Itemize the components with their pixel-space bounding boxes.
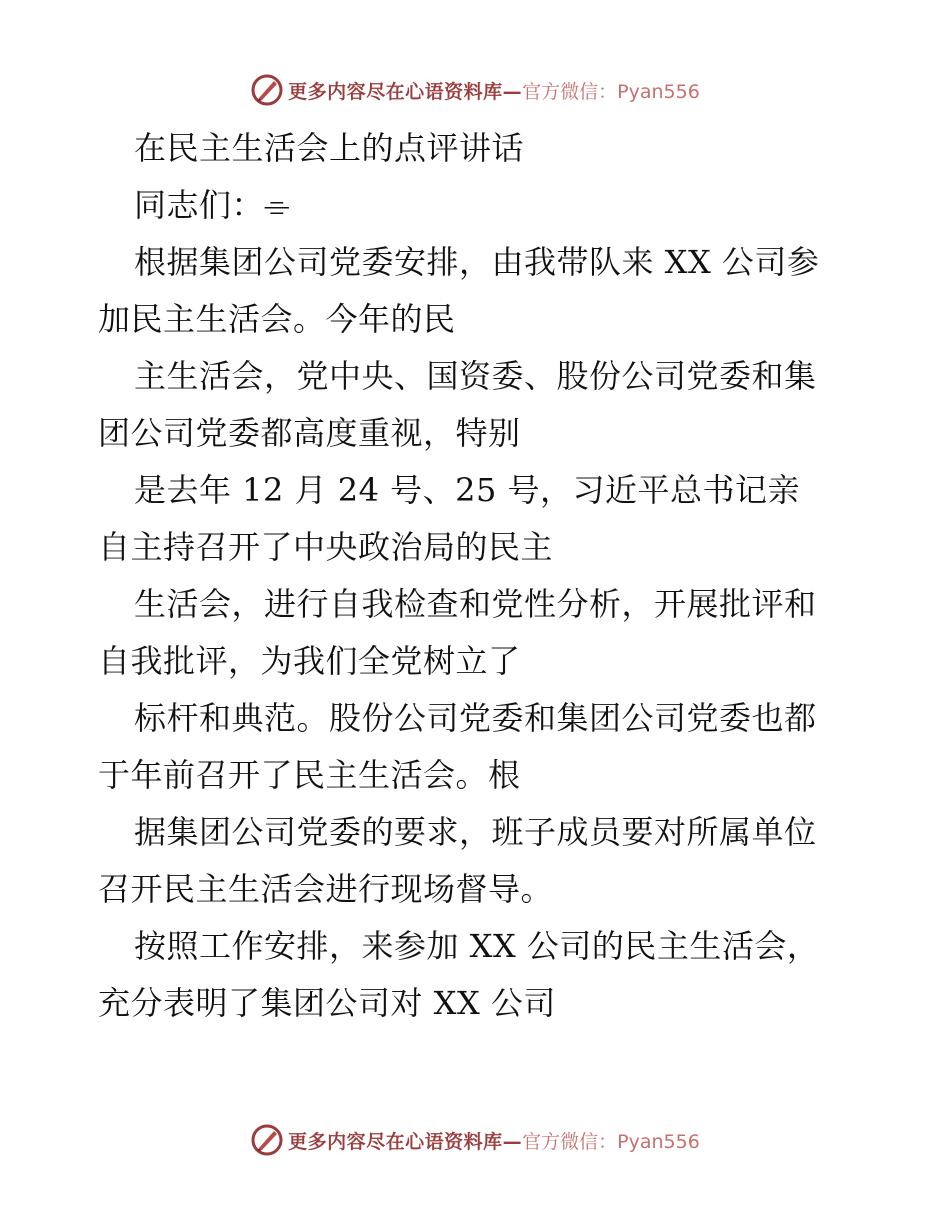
paragraph-line: 标杆和典范。股份公司党委和集团公司党委也都: [134, 699, 817, 737]
document-body: [98, 120, 858, 1032]
paragraph-line: 自我批评，为我们全党树立了: [98, 642, 521, 680]
paragraph-line: 于年前召开了民主生活会。根: [98, 756, 521, 794]
paragraph-line: 生活会，进行自我检查和党性分析，开展批评和: [134, 585, 817, 623]
salutation-line: 同志们：⌯: [134, 186, 291, 224]
footer-contact-text: 官方微信：Pyan556: [522, 1130, 700, 1153]
paragraph-line: 据集团公司党委的要求，班子成员要对所属单位: [134, 813, 817, 851]
paragraph-line: 加民主生活会。今年的民: [98, 300, 456, 338]
quill-logo-icon: [250, 1123, 284, 1157]
header-banner: [0, 70, 950, 110]
footer-banner: [0, 1120, 950, 1160]
paragraph-line: 自主持召开了中央政治局的民主: [98, 528, 554, 566]
paragraph-line: 充分表明了集团公司对 XX 公司: [98, 984, 556, 1022]
quill-logo-icon: [250, 73, 284, 107]
paragraph-line: 主生活会，党中央、国资委、股份公司党委和集: [134, 357, 817, 395]
header-brand-text: 更多内容尽在心语资料库—: [288, 80, 523, 103]
paragraph-line: 团公司党委都高度重视，特别: [98, 414, 521, 452]
header-contact-text: 官方微信：Pyan556: [522, 80, 700, 103]
paragraph-line: 根据集团公司党委安排，由我带队来 XX 公司参: [134, 243, 820, 281]
footer-brand-text: 更多内容尽在心语资料库—: [288, 1130, 523, 1153]
paragraph-line: 是去年 12 月 24 号、25 号，习近平总书记亲: [134, 471, 801, 509]
paragraph-line: 按照工作安排，来参加 XX 公司的民主生活会，: [134, 927, 820, 965]
document-title: 在民主生活会上的点评讲话: [134, 129, 525, 167]
paragraph-line: 召开民主生活会进行现场督导。: [98, 870, 554, 908]
